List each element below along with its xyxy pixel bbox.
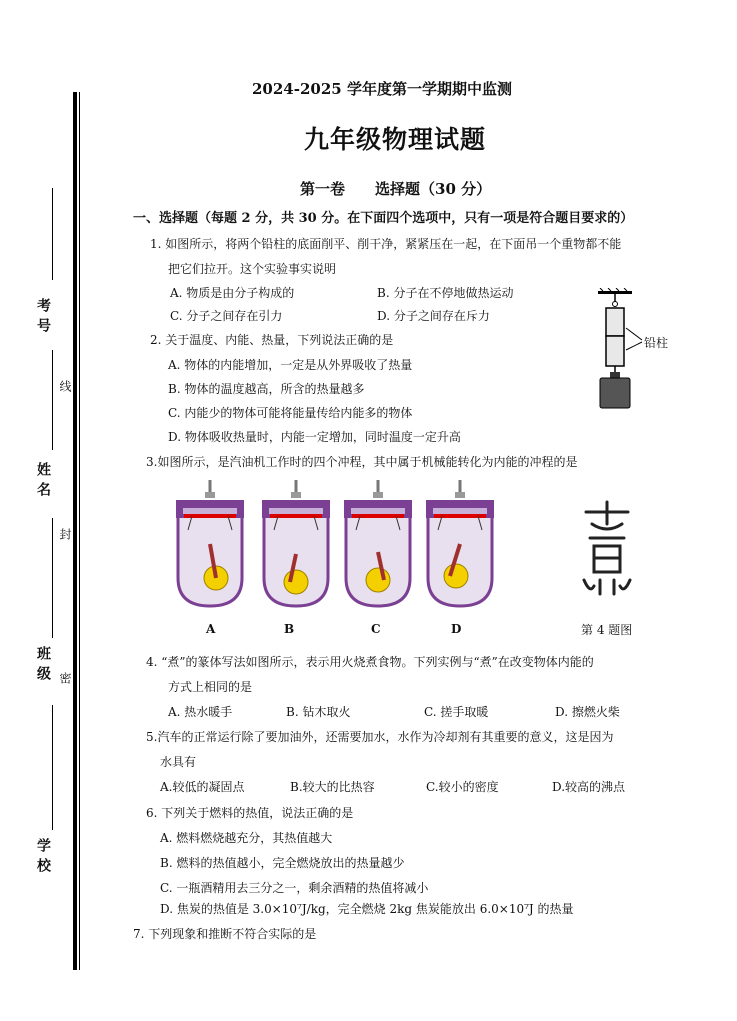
main-title: 九年级物理试题 [304,125,487,154]
name-label: 姓名 [35,462,51,502]
engine-label-c: C [371,622,381,636]
engine-label-a: A [206,622,216,636]
figure4-caption: 第 4 题图 [581,623,633,637]
engine-stroke-d-figure [420,478,502,610]
q6-option-b: B. 燃料的热值越小，完全燃烧放出的热量越少 [160,856,405,870]
name-blank [52,350,53,450]
year-title: 2024-2025 学年度第一学期期中监测 [252,80,512,98]
q6-option-c: C. 一瓶酒精用去三分之一，剩余酒精的热值将减小 [160,881,429,895]
volume-title: 第一卷 选择题（30 分） [300,180,492,198]
engine-stroke-b-figure [256,478,338,610]
q6-option-d: D. 焦炭的热值是 3.0×10⁷J/kg，完全燃烧 2kg 焦炭能放出 6.0×10⁷J 的热量 [160,902,574,916]
section1-heading: 一、选择题（每题 2 分，共 30 分。在下面四个选项中，只有一项是符合题目要求的） [133,211,634,226]
engine-stroke-a-figure [170,478,252,610]
q2-option-d: D. 物体吸收热量时，内能一定增加，同时温度一定升高 [168,430,461,444]
school-label: 学校 [35,838,51,878]
engine-stroke-c-figure [338,478,420,610]
q2-option-b: B. 物体的温度越高，所含的热量越多 [168,382,365,396]
exam-number-label: 考号 [35,298,51,338]
seal-script-zhu-figure [578,498,636,598]
q2-option-a: A. 物体的内能增加，一定是从外界吸收了热量 [168,358,413,372]
binding-border-thin [79,92,80,970]
class-blank [52,518,53,638]
seal-mark-seal: 封 [58,528,72,544]
exam-number-blank [52,188,53,280]
q4-option-d: D. 擦燃火柴 [555,705,620,719]
q2-stem: 2. 关于温度、内能、热量，下列说法正确的是 [150,333,394,347]
q4-stem-line1: 4. “煮”的篆体写法如图所示，表示用火烧煮食物。下列实例与“煮”在改变物体内能的 [146,655,594,669]
q5-stem-line2: 水具有 [160,755,197,769]
q4-option-a: A. 热水暖手 [168,705,233,719]
q5-option-a: A.较低的凝固点 [160,780,245,794]
lead-cylinder-figure [588,288,698,412]
q5-option-c: C.较小的密度 [426,780,499,794]
lead-cylinder-label: 铅柱 [644,336,669,350]
q6-stem: 6. 下列关于燃料的热值，说法正确的是 [146,806,354,820]
q1-option-c: C. 分子之间存在引力 [170,309,283,323]
q6-option-a: A. 燃料燃烧越充分，其热值越大 [160,831,333,845]
q1-stem-line2: 把它们拉开。这个实验事实说明 [168,262,337,276]
q5-option-b: B.较大的比热容 [290,780,375,794]
q4-stem-line2: 方式上相同的是 [168,680,253,694]
seal-mark-secret: 密 [58,672,72,688]
q4-option-c: C. 搓手取暖 [424,705,489,719]
q1-option-d: D. 分子之间存在斥力 [377,309,490,323]
q1-option-a: A. 物质是由分子构成的 [170,286,295,300]
q5-stem-line1: 5.汽车的正常运行除了要加油外，还需要加水，水作为冷却剂有其重要的意义，这是因为 [146,730,614,744]
q1-option-b: B. 分子在不停地做热运动 [377,286,514,300]
q2-option-c: C. 内能少的物体可能将能量传给内能多的物体 [168,406,413,420]
school-blank [52,705,53,830]
engine-label-d: D [451,622,462,636]
q4-option-b: B. 钻木取火 [286,705,351,719]
q7-stem: 7. 下列现象和推断不符合实际的是 [133,927,317,941]
class-label: 班级 [35,646,51,686]
q3-stem: 3.如图所示，是汽油机工作时的四个冲程，其中属于机械能转化为内能的冲程的是 [146,455,578,469]
q5-option-d: D.较高的沸点 [552,780,626,794]
seal-mark-line: 线 [58,380,72,396]
q1-stem-line1: 1. 如图所示，将两个铅柱的底面削平、削干净，紧紧压在一起，在下面吊一个重物都不能 [150,237,622,251]
engine-label-b: B [284,622,295,636]
